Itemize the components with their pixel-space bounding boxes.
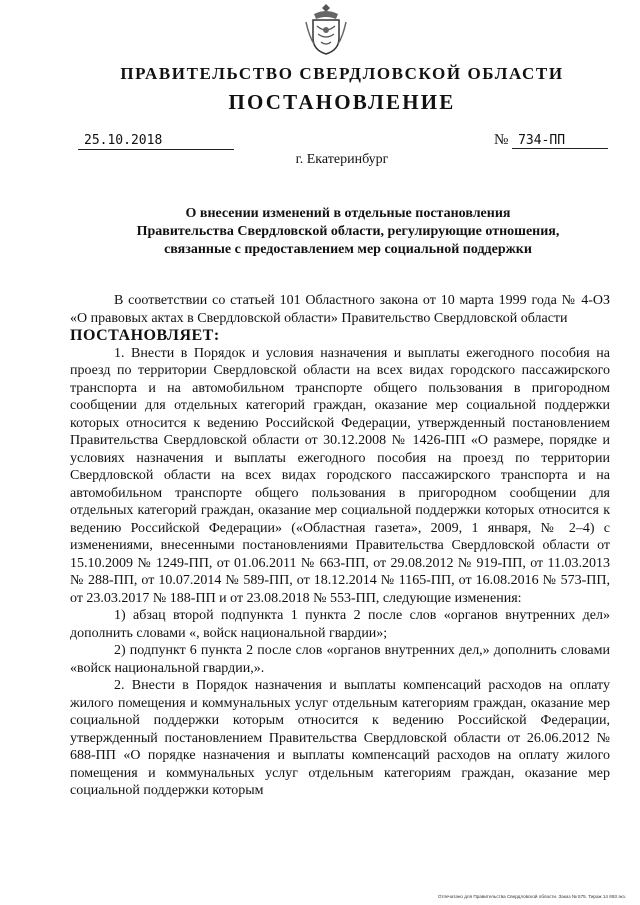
city: г. Екатеринбург — [295, 152, 389, 167]
subject-line: О внесении изменений в отдельные постановления — [185, 206, 511, 221]
document-number: 734-ПП — [512, 133, 608, 149]
print-note: Отпечатано для Правительства Свердловской области. Заказ № 575. Тираж 14 693 экз. — [437, 894, 626, 899]
document-date: 25.10.2018 — [78, 133, 234, 150]
document-subject — [110, 205, 586, 259]
document-type: ПОСТАНОВЛЕНИЕ — [228, 90, 456, 114]
government-title: ПРАВИТЕЛЬСТВО СВЕРДЛОВСКОЙ ОБЛАСТИ — [120, 64, 564, 83]
document-body — [70, 292, 610, 800]
number-sign: № — [494, 132, 509, 148]
item-2-paragraph: 2. Внести в Порядок назначения и выплаты компенсаций расходов на оплату жилого помещения и коммунальных услуг отдельным категориям граждан, оказание мер социальной поддержки которым относится к ведению Российской Федерации, утвержденный постановлением Правительства Свердловской области от 26.06.2012 № 688-ПП «О порядке назначения и выплаты компенсаций расходов на оплату жилого помещения и коммунальных услуг отдельным категориям граждан, оказание мер социальной поддержки которым — [70, 678, 610, 798]
coat-of-arms-icon — [304, 2, 348, 58]
subject-line: связанные с предоставлением мер социальной поддержки — [164, 242, 532, 257]
item-1-subitem-2: 2) подпункт 6 пункта 2 после слов «органов внутренних дел,» дополнить словами «войск национальной гвардии,». — [70, 643, 610, 676]
item-1-paragraph: 1. Внести в Порядок и условия назначения и выплаты ежегодного пособия на проезд по территории Свердловской области на всех видах городского пассажирского транспорта и на автомобильном транспорте общего пользования в пригородном сообщении для отдельных категорий граждан, оказание мер социальной поддержки которых относится к ведению Российской Федерации, утвержденный постановлением Правительства Свердловской области от 30.12.2008 № 1426-ПП «О размере, порядке и условиях назначения и выплаты ежегодного пособия на проезд по территории Свердловской области на всех видах городского пассажирского транспорта и на автомобильном транспорте общего пользования в пригородном сообщении для отдельных категорий граждан, оказание мер социальной поддержки которых относится к ведению Российской Федерации» («Областная газета», 2009, 1 января, № 2–4) с изменениями, внесенными постановлениями Правительства Свердловской области от 15.10.2009 № 1249-ПП, от 01.06.2011 № 663-ПП, от 29.08.2012 № 919-ПП, от 11.03.2013 № 288-ПП, от 10.07.2014 № 589-ПП, от 18.12.2014 № 1165-ПП, от 16.08.2016 № 573-ПП, от 23.03.2017 № 188-ПП и от 23.08.2018 № 553-ПП, следующие изменения: — [70, 345, 610, 606]
document-number-block — [494, 132, 608, 149]
item-1-subitem-1: 1) абзац второй подпункта 1 пункта 2 после слов «органов внутренних дел» дополнить словами «, войск национальной гвардии»; — [70, 608, 610, 641]
decree-word: ПОСТАНОВЛЯЕТ: — [70, 327, 220, 344]
subject-line: Правительства Свердловской области, регулирующие отношения, — [136, 224, 560, 239]
preamble-paragraph: В соответствии со статьей 101 Областного закона от 10 марта 1999 года № 4-ОЗ «О правовых актах в Свердловской области» Правительство Свердловской области — [70, 293, 610, 326]
